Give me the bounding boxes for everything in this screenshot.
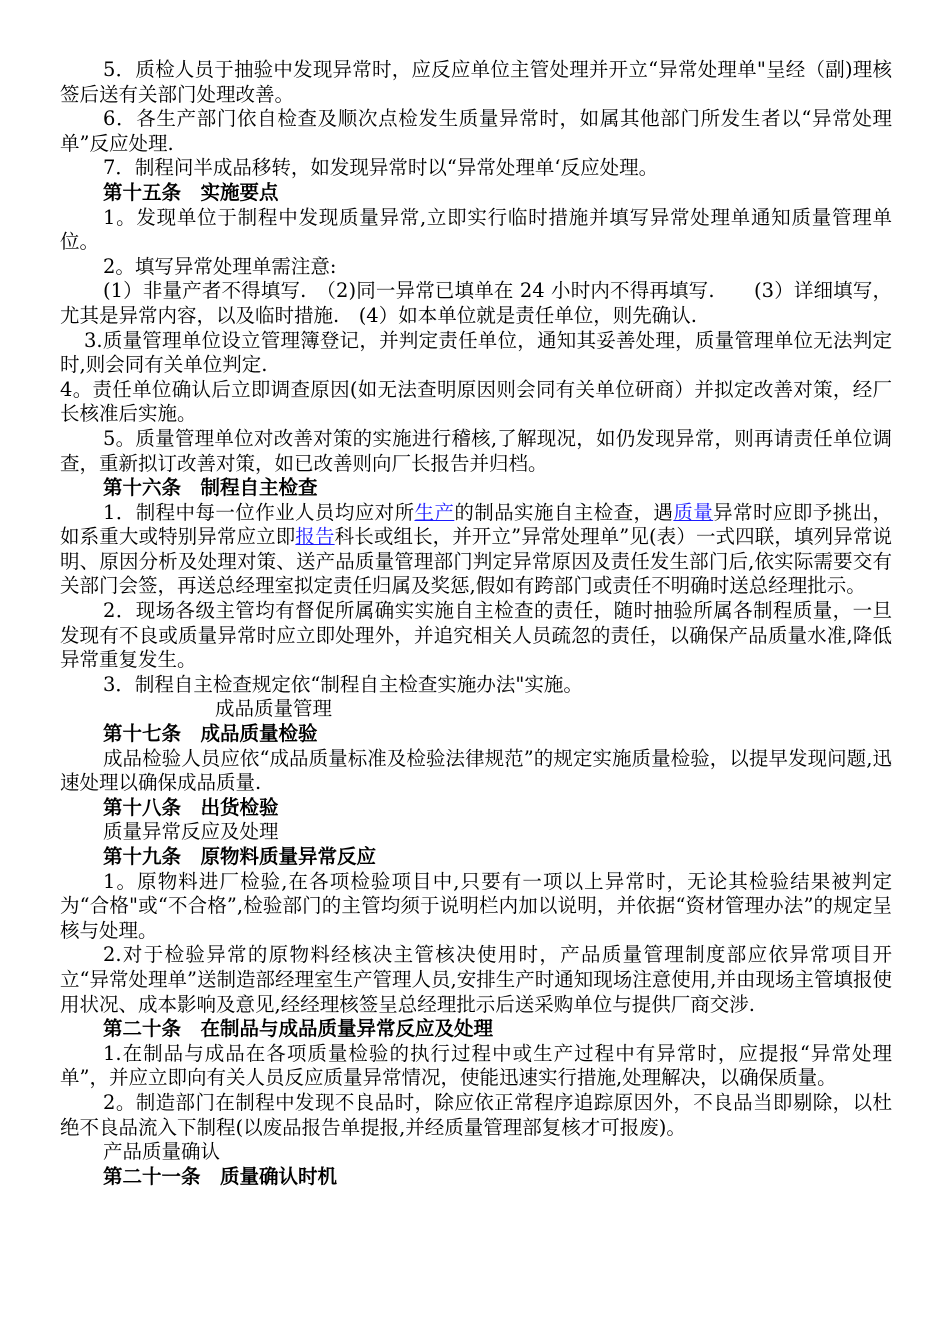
article-heading-16: 第十六条 制程自主检查: [103, 476, 318, 500]
paragraph: 7．制程问半成品移转，如发现异常时以“异常处理单‘反应处理。: [103, 156, 659, 180]
paragraph: 3.质量管理单位设立管理簿登记，并判定责任单位，通知其妥善处理，质量管理单位无法判定时,则会同有关单位判定.: [60, 328, 892, 377]
paragraph: 成品检验人员应依“成品质量标准及检验法律规范”的规定实施质量检验，以提早发现问题,迅速处理以确保成品质量.: [60, 746, 892, 795]
paragraph: 5。质量管理单位对改善对策的实施进行稽核,了解现况，如仍发现异常，则再请责任单位调查，重新拟订改善对策，如已改善则向厂长报告并归档。: [60, 426, 892, 475]
paragraph: [60, 501, 892, 599]
article-heading-20: 第二十条 在制品与成品质量异常反应及处理: [103, 1017, 494, 1041]
link-production[interactable]: 生产: [414, 500, 455, 524]
section-title: 质量异常反应及处理: [103, 820, 279, 844]
paragraph: 2.对于检验异常的原物料经核决主管核决使用时，产品质量管理制度部应依异常项目开立“异常处理单”送制造部经理室生产管理人员,安排生产时通知现场注意使用,并由现场主管填报使用状况、成本影响及意见,经经理核签呈总经理批示后送采购单位与提供厂商交涉.: [60, 943, 892, 1016]
paragraph: 1。发现单位于制程中发现质量异常,立即实行临时措施并填写异常处理单通知质量管理单位。: [60, 205, 892, 254]
link-quality[interactable]: 质量: [673, 500, 714, 524]
paragraph-text: 异常时应即予挑出，如系重大或特别异常应立即: [60, 500, 892, 549]
section-title: 产品质量确认: [103, 1140, 221, 1164]
paragraph-text: 的制品实施自主检查，遇: [454, 500, 674, 524]
article-heading-18: 第十八条 出货检验: [103, 795, 279, 819]
paragraph: (1）非量产者不得填写. （2)同一异常已填单在 24 小时内不得再填写. (3）详细填写，尤其是异常内容，以及临时措施. (4）如本单位就是责任单位，则先确认.: [60, 279, 892, 327]
paragraph: 2．现场各级主管均有督促所属确实实施自主检查的责任，随时抽验所属各制程质量，一旦发现有不良或质量异常时应立即处理外，并追究相关人员疏忽的责任，以确保产品质量水准,降低异常重复发生。: [60, 599, 892, 672]
paragraph: 1.在制品与成品在各项质量检验的执行过程中或生产过程中有异常时，应提报“异常处理单”，并应立即向有关人员反应质量异常情况，使能迅速实行措施,处理解决，以确保质量。: [60, 1041, 892, 1090]
paragraph: 2。制造部门在制程中发现不良品时，除应依正常程序追踪原因外，不良品当即剔除，以杜绝不良品流入下制程(以废品报告单提报,并经质量管理部复核才可报废)。: [60, 1090, 892, 1139]
article-heading-21: 第二十一条 质量确认时机: [103, 1164, 338, 1188]
paragraph: 3．制程自主检查规定依“制程自主检查实施办法"实施。: [103, 672, 583, 696]
paragraph: 6．各生产部门依自检查及顺次点检发生质量异常时，如属其他部门所发生者以“异常处理单”反应处理.: [60, 107, 892, 155]
link-report[interactable]: 报告: [295, 525, 335, 549]
paragraph: 2。填写异常处理单需注意:: [103, 254, 337, 278]
paragraph: 4。责任单位确认后立即调查原因(如无法查明原因则会同有关单位研商）并拟定改善对策，经厂长核准后实施。: [60, 377, 892, 426]
article-heading-15: 第十五条 实施要点: [103, 180, 279, 204]
paragraph-text: 1．制程中每一位作业人员均应对所: [103, 500, 415, 524]
paragraph-text: 科长或组长，并开立”异常处理单”见(表）一式四联，填列异常说明、原因分析及处理对策、送产品质量管理部门判定异常原因及责任发生部门后,依实际需要交有关部门会签，再送总经理室拟定责任归属及奖惩,假如有跨部门或责任不明确时送总经理批示。: [60, 525, 892, 598]
paragraph: 1。原物料进厂检验,在各项检验项目中,只要有一项以上异常时，无论其检验结果被判定为“合格"或“不合格”,检验部门的主管均须于说明栏内加以说明，并依据“资材管理办法”的规定呈核与处理。: [60, 869, 892, 942]
article-heading-19: 第十九条 原物料质量异常反应: [103, 845, 377, 868]
article-heading-17: 第十七条 成品质量检验: [103, 722, 318, 746]
section-title: 成品质量管理: [215, 697, 333, 721]
paragraph: 5．质检人员于抽验中发现异常时，应反应单位主管处理并开立“异常处理单"呈经（副)理核签后送有关部门处理改善。: [60, 58, 892, 106]
